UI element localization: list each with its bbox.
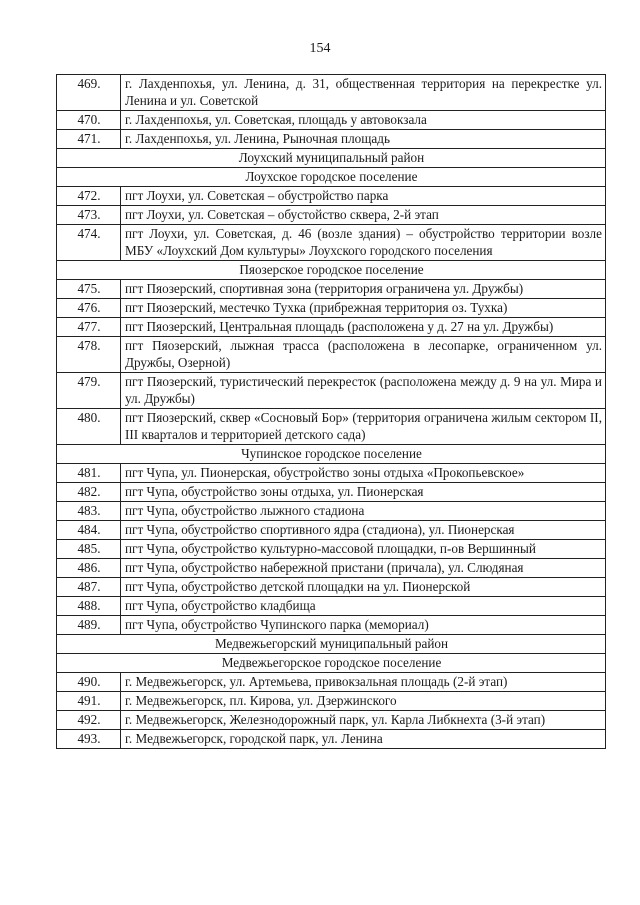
row-number: 474.	[57, 225, 121, 261]
row-number: 469.	[57, 75, 121, 111]
section-heading: Чупинское городское поселение	[57, 445, 606, 464]
row-number: 477.	[57, 318, 121, 337]
row-number: 486.	[57, 559, 121, 578]
locations-table	[56, 74, 606, 749]
row-text: г. Лахденпохья, ул. Советская, площадь у автовокзала	[121, 111, 606, 130]
section-heading-row	[57, 168, 606, 187]
row-number: 470.	[57, 111, 121, 130]
table-row	[57, 111, 606, 130]
table-row	[57, 280, 606, 299]
row-number: 490.	[57, 673, 121, 692]
page-number: 154	[309, 41, 331, 56]
table-row	[57, 692, 606, 711]
row-text: пгт Чупа, обустройство детской площадки на ул. Пионерской	[121, 578, 606, 597]
table-row	[57, 578, 606, 597]
row-text: пгт Лоухи, ул. Советская – обустойство сквера, 2-й этап	[121, 206, 606, 225]
table-row	[57, 616, 606, 635]
table-row	[57, 206, 606, 225]
section-heading-row	[57, 635, 606, 654]
section-heading: Пяозерское городское поселение	[57, 261, 606, 280]
row-text: пгт Лоухи, ул. Советская – обустройство парка	[121, 187, 606, 206]
table-row	[57, 730, 606, 749]
table-row	[57, 597, 606, 616]
row-text: пгт Чупа, ул. Пионерская, обустройство зоны отдыха «Прокопьевское»	[121, 464, 606, 483]
table-row	[57, 187, 606, 206]
row-text: пгт Чупа, обустройство набережной пристани (причала), ул. Слюдяная	[121, 559, 606, 578]
row-text: г. Медвежьегорск, пл. Кирова, ул. Дзержинского	[121, 692, 606, 711]
row-number: 485.	[57, 540, 121, 559]
row-text: пгт Пяозерский, местечко Тухка (прибрежная территория оз. Тухка)	[121, 299, 606, 318]
table-body	[57, 75, 606, 749]
row-number: 478.	[57, 337, 121, 373]
row-number: 487.	[57, 578, 121, 597]
section-heading-row	[57, 149, 606, 168]
row-number: 491.	[57, 692, 121, 711]
row-text: пгт Пяозерский, лыжная трасса (расположена в лесопарке, ограниченном ул. Дружбы, Озерной)	[121, 337, 606, 373]
row-number: 471.	[57, 130, 121, 149]
table-row	[57, 299, 606, 318]
row-number: 476.	[57, 299, 121, 318]
table-row	[57, 483, 606, 502]
row-number: 473.	[57, 206, 121, 225]
row-text: пгт Пяозерский, туристический перекресток (расположена между д. 9 на ул. Мира и ул. Дружбы)	[121, 373, 606, 409]
row-text: пгт Чупа, обустройство кладбища	[121, 597, 606, 616]
section-heading-row	[57, 654, 606, 673]
row-number: 483.	[57, 502, 121, 521]
section-heading-row	[57, 445, 606, 464]
table-row	[57, 75, 606, 111]
table-row	[57, 464, 606, 483]
row-number: 489.	[57, 616, 121, 635]
row-text: пгт Чупа, обустройство культурно-массовой площадки, п-ов Вершинный	[121, 540, 606, 559]
row-number: 481.	[57, 464, 121, 483]
table-row	[57, 318, 606, 337]
row-text: г. Медвежьегорск, городской парк, ул. Ленина	[121, 730, 606, 749]
section-heading: Лоухский муниципальный район	[57, 149, 606, 168]
section-heading: Медвежьегорское городское поселение	[57, 654, 606, 673]
section-heading-row	[57, 261, 606, 280]
row-text: г. Медвежьегорск, ул. Артемьева, привокзальная площадь (2-й этап)	[121, 673, 606, 692]
row-number: 482.	[57, 483, 121, 502]
row-text: г. Лахденпохья, ул. Ленина, д. 31, общественная территория на перекрестке ул. Ленина и ул. Советской	[121, 75, 606, 111]
row-number: 488.	[57, 597, 121, 616]
row-text: пгт Чупа, обустройство зоны отдыха, ул. Пионерская	[121, 483, 606, 502]
table-row	[57, 337, 606, 373]
row-text: пгт Лоухи, ул. Советская, д. 46 (возле здания) – обустройство территории возле МБУ «Лоухский Дом культуры» Лоухского городского поселения	[121, 225, 606, 261]
row-number: 492.	[57, 711, 121, 730]
section-heading: Медвежьегорский муниципальный район	[57, 635, 606, 654]
table-row	[57, 502, 606, 521]
row-number: 480.	[57, 409, 121, 445]
table-row	[57, 559, 606, 578]
row-number: 475.	[57, 280, 121, 299]
row-number: 479.	[57, 373, 121, 409]
table-row	[57, 373, 606, 409]
table-row	[57, 711, 606, 730]
table-row	[57, 521, 606, 540]
row-text: г. Медвежьегорск, Железнодорожный парк, ул. Карла Либкнехта (3-й этап)	[121, 711, 606, 730]
row-text: г. Лахденпохья, ул. Ленина, Рыночная площадь	[121, 130, 606, 149]
row-text: пгт Чупа, обустройство Чупинского парка (мемориал)	[121, 616, 606, 635]
row-text: пгт Пяозерский, сквер «Сосновый Бор» (территория ограничена жилым сектором II, III кварталов и территорией детского сада)	[121, 409, 606, 445]
table-row	[57, 225, 606, 261]
row-text: пгт Пяозерский, Центральная площадь (расположена у д. 27 на ул. Дружбы)	[121, 318, 606, 337]
row-text: пгт Пяозерский, спортивная зона (территория ограничена ул. Дружбы)	[121, 280, 606, 299]
table-row	[57, 130, 606, 149]
table-row	[57, 409, 606, 445]
row-number: 484.	[57, 521, 121, 540]
row-number: 472.	[57, 187, 121, 206]
section-heading: Лоухское городское поселение	[57, 168, 606, 187]
table-row	[57, 540, 606, 559]
row-number: 493.	[57, 730, 121, 749]
row-text: пгт Чупа, обустройство лыжного стадиона	[121, 502, 606, 521]
row-text: пгт Чупа, обустройство спортивного ядра (стадиона), ул. Пионерская	[121, 521, 606, 540]
table-row	[57, 673, 606, 692]
